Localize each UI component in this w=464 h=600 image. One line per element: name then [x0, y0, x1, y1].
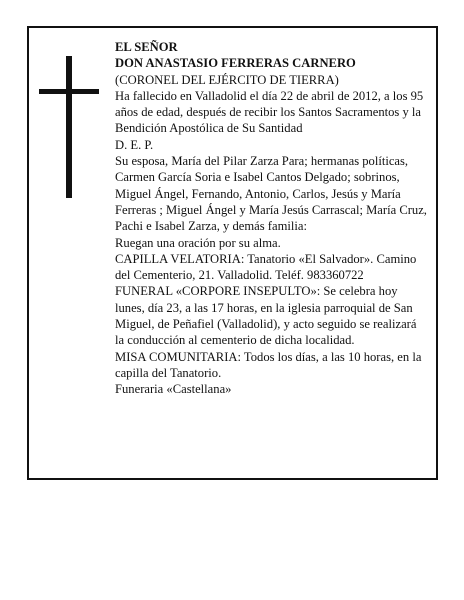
military-rank: (CORONEL DEL EJÉRCITO DE TIERRA) [115, 72, 339, 87]
cross-vertical-bar [66, 56, 72, 198]
notice-text [115, 39, 427, 398]
deceased-name: DON ANASTASIO FERRERAS CARNERO [115, 56, 356, 71]
funeral-home: Funeraria «Castellana» [115, 382, 232, 397]
cross-horizontal-bar [39, 89, 99, 94]
family-members: Su esposa, María del Pilar Zarza Para; hermanas políticas, Carmen García Soria e Isabel Cantos Delgado; sobrinos, Miguel Ángel, Fernando, Antonio, Carlos, Jesús y María Ferreras ; Miguel Ángel y María Jesús Carrascal; María Cruz, Pachi e Isabel Zarza, y demás familia: [115, 154, 427, 234]
prayer-request: Ruegan una oración por su alma. [115, 235, 281, 250]
chapel-details: CAPILLA VELATORIA: Tanatorio «El Salvador». Camino del Cementerio, 21. Valladolid. Teléf. 983360722 [115, 251, 417, 283]
funeral-details: FUNERAL «CORPORE INSEPULTO»: Se celebra hoy lunes, día 23, a las 17 horas, en la iglesia parroquial de San Miguel, de Peñafiel (Valladolid), y acto seguido se realizará la conducción al cementerio de dicha localidad. [115, 284, 417, 348]
obituary-notice [27, 26, 438, 480]
community-mass: MISA COMUNITARIA: Todos los días, a las 10 horas, en la capilla del Tanatorio. [115, 349, 422, 380]
cross-icon [39, 56, 99, 198]
death-statement: Ha fallecido en Valladolid el día 22 de abril de 2012, a los 95 años de edad, después de recibir los Santos Sacramentos y la Bendición Apostólica de Su Santidad [115, 88, 424, 136]
rest-in-peace: D. E. P. [115, 137, 154, 152]
title-line-1: EL SEÑOR [115, 40, 178, 54]
